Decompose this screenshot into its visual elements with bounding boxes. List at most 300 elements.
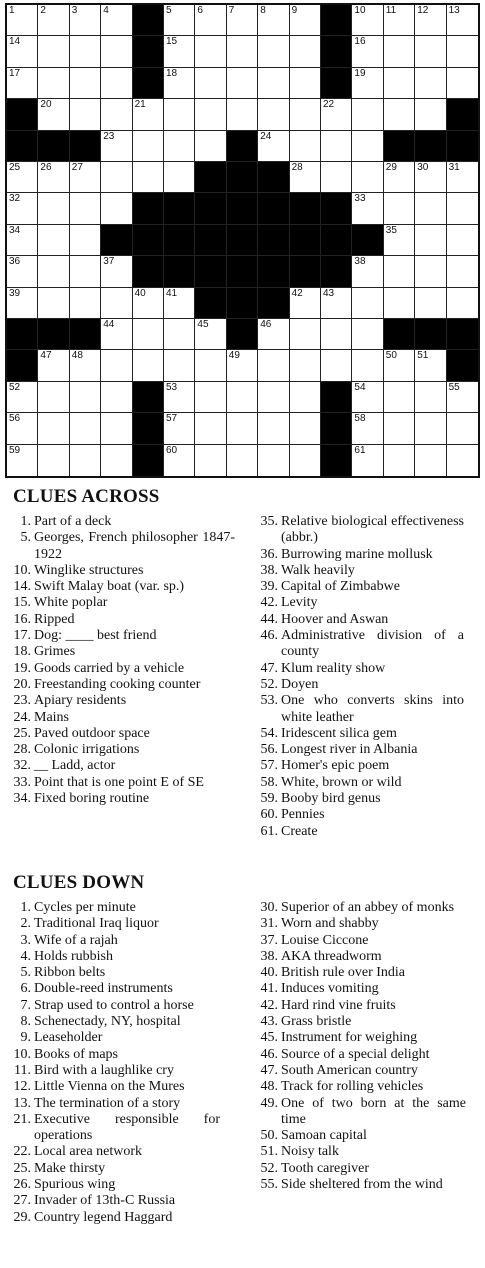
grid-cell[interactable] [38,413,69,444]
down-clues-left [10,900,220,1226]
grid-cell[interactable] [38,288,69,319]
grid-cell[interactable] [384,5,415,36]
grid-cell[interactable] [164,36,195,67]
grid-cell[interactable] [447,382,478,413]
clue-number: 31 [448,161,460,173]
grid-cell[interactable] [164,382,195,413]
grid-cell[interactable] [352,445,383,476]
grid-cell[interactable] [164,5,195,36]
clue-number: 28. [13,742,31,758]
grid-cell[interactable] [7,162,38,193]
grid-cell[interactable] [447,68,478,99]
black-square [290,225,321,256]
black-square [415,319,446,350]
black-square [70,319,101,350]
clue-number: 51 [417,350,429,362]
grid-cell[interactable] [290,350,321,381]
clue-item [257,965,466,981]
clue-item [10,933,220,949]
clue-number: 61 [354,444,366,456]
grid-cell[interactable] [164,445,195,476]
clue-text: Homer's epic poem [281,758,390,774]
clue-number: 24 [260,130,272,142]
grid-cell[interactable] [133,162,164,193]
grid-cell[interactable] [164,319,195,350]
clue-text: Dog: ____ best friend [34,628,157,644]
grid-cell[interactable] [101,193,132,224]
grid-cell[interactable] [290,445,321,476]
grid-cell[interactable] [38,162,69,193]
grid-cell[interactable] [70,68,101,99]
grid-cell[interactable] [70,445,101,476]
grid-cell[interactable] [352,319,383,350]
grid-cell[interactable] [290,131,321,162]
crossword-grid [5,3,480,478]
grid-cell[interactable] [227,36,258,67]
clue-number: 17. [13,628,31,644]
grid-cell[interactable] [101,162,132,193]
clue-text: Levity [281,595,318,611]
clue-item [257,791,464,807]
clue-item [10,661,235,677]
grid-cell[interactable] [101,36,132,67]
grid-cell[interactable] [38,99,69,130]
clue-number: 9. [20,1030,31,1046]
clue-number: 42 [291,287,303,299]
clue-text: Wife of a rajah [34,932,118,948]
black-square [447,319,478,350]
clue-number: 25 [9,161,21,173]
grid-cell[interactable] [321,99,352,130]
grid-cell[interactable] [70,256,101,287]
grid-cell[interactable] [133,288,164,319]
grid-cell[interactable] [384,225,415,256]
clue-number: 12 [417,5,429,16]
grid-cell[interactable] [384,413,415,444]
grid-cell[interactable] [258,99,289,130]
clue-number: 47. [260,660,278,676]
grid-cell[interactable] [415,256,446,287]
grid-cell[interactable] [164,162,195,193]
grid-cell[interactable] [447,445,478,476]
grid-cell[interactable] [70,36,101,67]
grid-cell[interactable] [384,193,415,224]
grid-cell[interactable] [101,350,132,381]
grid-cell[interactable] [164,350,195,381]
clue-item [257,693,464,726]
grid-cell[interactable] [133,350,164,381]
grid-cell[interactable] [321,319,352,350]
clue-number: 46 [260,318,272,330]
grid-cell[interactable] [101,256,132,287]
clue-number: 49 [228,350,240,362]
grid-cell[interactable] [384,36,415,67]
clue-number: 31. [260,916,278,932]
clue-number: 48. [260,1079,278,1095]
clue-text: Double-reed instruments [34,981,173,997]
clue-number: 36. [260,546,278,562]
grid-cell[interactable] [352,5,383,36]
grid-cell[interactable] [321,131,352,162]
clue-item [257,514,464,547]
grid-cell[interactable] [133,131,164,162]
grid-cell[interactable] [415,445,446,476]
grid-cell[interactable] [352,413,383,444]
clue-number: 21 [134,99,146,111]
grid-cell[interactable] [321,288,352,319]
grid-cell[interactable] [258,131,289,162]
grid-cell[interactable] [352,162,383,193]
grid-cell[interactable] [70,225,101,256]
clue-text: One of two born at the same time [281,1095,466,1127]
grid-cell[interactable] [195,382,226,413]
grid-cell[interactable] [7,36,38,67]
grid-cell[interactable] [447,193,478,224]
clue-number: 47. [260,1062,278,1078]
grid-cell[interactable] [227,413,258,444]
clue-number: 22 [322,99,335,111]
grid-cell[interactable] [101,319,132,350]
grid-cell[interactable] [321,162,352,193]
grid-cell[interactable] [101,5,132,36]
clue-number: 50. [260,1128,278,1144]
grid-cell[interactable] [70,382,101,413]
grid-cell[interactable] [321,350,352,381]
grid-cell[interactable] [352,36,383,67]
grid-cell[interactable] [101,99,132,130]
clue-number: 46. [260,628,278,644]
black-square [227,288,258,319]
across-clues-left [10,514,235,807]
grid-cell[interactable] [447,413,478,444]
clue-item [10,1063,220,1079]
grid-cell[interactable] [384,162,415,193]
clue-text: Source of a special delight [281,1046,430,1062]
grid-cell[interactable] [7,193,38,224]
grid-cell[interactable] [227,382,258,413]
clue-number: 6 [197,5,203,16]
grid-cell[interactable] [101,445,132,476]
clue-text: Grimes [34,644,76,660]
grid-cell[interactable] [415,413,446,444]
grid-cell[interactable] [447,5,478,36]
grid-cell[interactable] [227,350,258,381]
clue-number: 7. [20,997,31,1013]
grid-cell[interactable] [227,445,258,476]
grid-cell[interactable] [258,382,289,413]
clue-number: 30. [260,900,278,915]
grid-cell[interactable] [195,5,226,36]
clue-number: 43 [322,287,335,299]
clue-number: 28 [291,161,303,173]
black-square [321,5,352,36]
grid-cell[interactable] [415,99,446,130]
grid-cell[interactable] [164,413,195,444]
grid-cell[interactable] [7,288,38,319]
black-square [447,350,478,381]
clue-text: Country legend Haggard [34,1209,173,1225]
clue-number: 60. [260,807,278,823]
grid-cell[interactable] [227,99,258,130]
grid-cell[interactable] [101,413,132,444]
clue-text: __ Ladd, actor [34,758,116,774]
grid-cell[interactable] [447,256,478,287]
clue-text: White, brown or wild [281,774,402,790]
grid-cell[interactable] [258,413,289,444]
grid-cell[interactable] [290,319,321,350]
grid-cell[interactable] [195,68,226,99]
clue-number: 44. [260,611,278,627]
grid-cell[interactable] [290,99,321,130]
clue-number: 32. [13,758,31,774]
clue-text: Goods carried by a vehicle [34,660,185,676]
clue-item [257,775,464,791]
grid-cell[interactable] [38,193,69,224]
grid-cell[interactable] [415,5,446,36]
black-square [321,413,352,444]
grid-cell[interactable] [352,131,383,162]
clue-number: 45. [260,1030,278,1046]
grid-cell[interactable] [352,350,383,381]
grid-cell[interactable] [7,382,38,413]
black-square [164,256,195,287]
clue-number: 20. [13,676,31,692]
grid-cell[interactable] [352,193,383,224]
grid-cell[interactable] [352,68,383,99]
grid-cell[interactable] [7,256,38,287]
clue-number: 6. [20,981,31,997]
clue-item [257,1144,466,1160]
grid-cell[interactable] [258,36,289,67]
clue-item [257,1014,466,1030]
across-clues-right [257,514,464,840]
grid-cell[interactable] [195,131,226,162]
clue-item [257,1079,466,1095]
clue-text: Noisy talk [281,1144,339,1160]
grid-cell[interactable] [384,382,415,413]
clue-text: Mains [34,709,69,725]
black-square [70,131,101,162]
grid-cell[interactable] [227,68,258,99]
clue-number: 10. [13,562,31,578]
clue-number: 9 [291,5,298,16]
black-square [384,131,415,162]
down-clues-right [257,900,466,1193]
clue-number: 36 [9,256,21,268]
clue-text: Leaseholder [34,1030,103,1046]
grid-cell[interactable] [7,413,38,444]
grid-cell[interactable] [195,36,226,67]
grid-cell[interactable] [164,131,195,162]
grid-cell[interactable] [70,193,101,224]
clue-number: 52. [260,1160,278,1176]
grid-cell[interactable] [290,413,321,444]
grid-cell[interactable] [258,350,289,381]
clue-item [257,900,466,916]
black-square [227,225,258,256]
grid-cell[interactable] [258,319,289,350]
clue-item [10,758,235,774]
grid-cell[interactable] [7,5,38,36]
grid-cell[interactable] [101,288,132,319]
clue-number: 45 [197,318,209,330]
clue-number: 37. [260,932,278,948]
grid-cell[interactable] [70,288,101,319]
clue-item [257,579,464,595]
clue-number: 59 [9,444,21,456]
grid-cell[interactable] [258,445,289,476]
grid-cell[interactable] [384,68,415,99]
grid-cell[interactable] [164,68,195,99]
grid-cell[interactable] [70,350,101,381]
grid-cell[interactable] [415,350,446,381]
clue-number: 16. [13,611,31,627]
grid-cell[interactable] [415,382,446,413]
grid-cell[interactable] [415,288,446,319]
clue-number: 3. [20,932,31,948]
grid-cell[interactable] [7,445,38,476]
grid-cell[interactable] [70,5,101,36]
clue-item [257,726,464,742]
clue-item [257,563,464,579]
clue-number: 22. [13,1144,31,1160]
clue-text: Induces vomiting [281,981,379,997]
grid-cell[interactable] [38,68,69,99]
grid-cell[interactable] [164,288,195,319]
grid-cell[interactable] [415,36,446,67]
clue-item [10,1193,220,1209]
clue-item [257,807,464,823]
grid-cell[interactable] [38,382,69,413]
clue-text: Point that is one point E of SE [34,774,204,790]
clue-number: 58 [354,413,366,425]
black-square [321,225,352,256]
grid-cell[interactable] [447,288,478,319]
grid-cell[interactable] [290,288,321,319]
grid-cell[interactable] [290,5,321,36]
down-heading: CLUES DOWN [13,872,145,893]
clue-item [257,595,464,611]
clue-number: 39. [260,579,278,595]
grid-cell[interactable] [384,350,415,381]
clue-text: Administrative division of a county [281,628,464,660]
grid-cell[interactable] [38,5,69,36]
clue-number: 57 [165,413,178,425]
clue-text: Part of a deck [34,514,112,529]
grid-cell[interactable] [101,131,132,162]
clue-item [257,998,466,1014]
grid-cell[interactable] [101,68,132,99]
black-square [290,256,321,287]
grid-cell[interactable] [164,99,195,130]
grid-cell[interactable] [290,36,321,67]
grid-cell[interactable] [195,445,226,476]
clue-text: Little Vienna on the Mures [34,1079,185,1095]
grid-cell[interactable] [195,319,226,350]
grid-cell[interactable] [38,36,69,67]
grid-cell[interactable] [352,256,383,287]
grid-cell[interactable] [38,256,69,287]
grid-cell[interactable] [38,445,69,476]
grid-cell[interactable] [384,288,415,319]
clue-text: One who converts skins into white leather [281,693,464,725]
clue-number: 11 [385,5,397,16]
grid-cell[interactable] [38,350,69,381]
clue-number: 1. [20,900,31,915]
clue-item [10,514,235,530]
grid-cell[interactable] [70,99,101,130]
grid-cell[interactable] [38,225,69,256]
grid-cell[interactable] [415,193,446,224]
clue-number: 2 [40,5,46,16]
clue-number: 40 [134,287,146,299]
grid-cell[interactable] [195,99,226,130]
clue-number: 48 [71,350,83,362]
grid-cell[interactable] [290,382,321,413]
clue-text: Traditional Iraq liquor [34,916,159,932]
grid-cell[interactable] [384,445,415,476]
grid-cell[interactable] [70,162,101,193]
clue-item [10,965,220,981]
clue-text: Local area network [34,1144,143,1160]
clue-number: 7 [228,5,235,16]
clue-number: 10. [13,1046,31,1062]
black-square [133,193,164,224]
grid-cell[interactable] [415,225,446,256]
grid-cell[interactable] [290,162,321,193]
grid-cell[interactable] [352,382,383,413]
grid-cell[interactable] [258,5,289,36]
grid-cell[interactable] [447,225,478,256]
clue-number: 27. [13,1193,31,1209]
clue-item [257,677,464,693]
grid-cell[interactable] [101,382,132,413]
clue-number: 49. [260,1095,278,1111]
clue-item [257,1128,466,1144]
clue-text: Instrument for weighing [281,1030,418,1046]
grid-cell[interactable] [352,99,383,130]
black-square [227,193,258,224]
grid-cell[interactable] [258,68,289,99]
clue-number: 35 [385,224,397,236]
clue-number: 35. [260,514,278,529]
grid-cell[interactable] [7,225,38,256]
black-square [133,5,164,36]
grid-cell[interactable] [227,5,258,36]
clue-item [10,900,220,916]
grid-cell[interactable] [7,68,38,99]
grid-cell[interactable] [195,413,226,444]
clue-number: 55. [260,1177,278,1193]
grid-cell[interactable] [447,36,478,67]
clue-number: 10 [354,5,366,16]
grid-cell[interactable] [415,162,446,193]
clue-item [257,758,464,774]
grid-cell[interactable] [352,288,383,319]
clue-item [10,579,235,595]
grid-cell[interactable] [384,256,415,287]
grid-cell[interactable] [133,99,164,130]
clue-item [257,742,464,758]
grid-cell[interactable] [447,162,478,193]
grid-cell[interactable] [70,413,101,444]
grid-cell[interactable] [133,319,164,350]
clue-number: 55 [448,381,460,393]
grid-cell[interactable] [195,350,226,381]
grid-cell[interactable] [384,99,415,130]
grid-cell[interactable] [290,68,321,99]
grid-cell[interactable] [415,68,446,99]
